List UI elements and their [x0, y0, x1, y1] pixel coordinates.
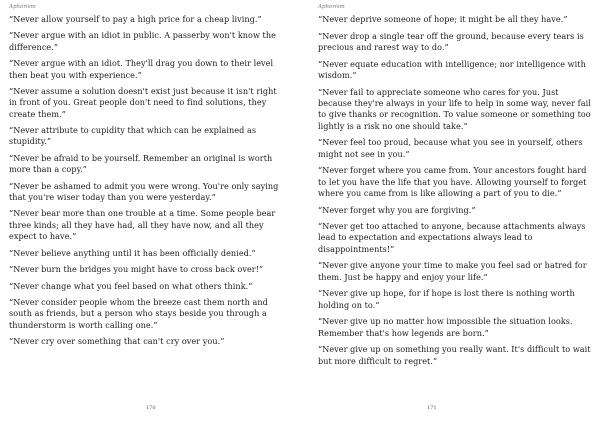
quote: “Never drop a single tear off the ground, because every tears is precious and rarest way to do.” [318, 30, 584, 52]
quote: “Never be ashamed to admit you were wrong. You're only saying that you're wiser today than you were yesterday.” [9, 180, 279, 202]
quote-list [318, 14, 594, 372]
quote: “Never burn the bridges you might have to cross back over!” [9, 264, 264, 275]
quote: “Never consider people whom the breeze cast them north and south as friends, but a person who stays beside you through a thunderstorm is worth calling one.” [9, 297, 268, 330]
quote: “Never give up no matter how impossible the situation looks. Remember that's how legends are born.” [318, 316, 573, 338]
running-head: Aphorism [9, 4, 36, 10]
quote: “Never bear more than one trouble at a time. Some people bear three kinds; all they have had, all they have now, and all they expect to have.” [9, 208, 276, 242]
page-number: 170 [146, 405, 156, 411]
quote: “Never be afraid to be yourself. Remember an original is worth more than a copy.” [9, 152, 273, 175]
quote: “Never equate education with intelligence; nor intelligence with wisdom.” [318, 58, 586, 80]
right-page [300, 0, 600, 424]
quote: “Never attribute to cupidity that which can be explained as stupidity.” [9, 125, 257, 147]
quote: “Never give up on something you really want. It's difficult to wait but more difficult to regret.” [318, 344, 591, 366]
page-number: 171 [427, 405, 437, 411]
quote: “Never give anyone your time to make you feel sad or hatred for them. Just be happy and enjoy your life.” [318, 260, 587, 282]
quote: “Never assume a solution doesn't exist just because it isn't right in front of you. Great people don't need to find solutions, they create them.” [9, 86, 277, 119]
quote-list [9, 14, 287, 353]
quote: “Never forget why you are forgiving.” [318, 204, 476, 215]
quote: “Never argue with an idiot. They'll drag you down to their level then beat you with experience.” [9, 58, 274, 80]
quote: “Never forget where you came from. Your ancestors fought hard to let you have the life that you have. Allowing yourself to forget where you came from is like allowing a part of you to die.” [318, 165, 587, 198]
quote: “Never cry over something that can't cry over you.” [9, 336, 225, 347]
quote: “Never get too attached to anyone, because attachments always lead to expectation and expectations always lead to disappointments!” [318, 221, 586, 254]
quote: “Never fail to appreciate someone who cares for you. Just because they're always in your life to help in some way, never fail to give thanks or recognition. To value someone or something too lightly is a risk no one should take.” [318, 86, 591, 131]
running-head: Aphorism [318, 4, 345, 10]
quote: “Never argue with an idiot in public. A passerby won't know the difference.” [9, 30, 276, 52]
quote: “Never give up hope, for if hope is lost there is nothing worth holding on to.” [318, 288, 575, 310]
quote: “Never change what you feel based on what others think.” [9, 280, 253, 291]
quote: “Never deprive someone of hope; it might be all they have.” [318, 14, 568, 24]
quote: “Never believe anything until it has been officially denied.” [9, 247, 256, 258]
quote: “Never feel too proud, because what you see in yourself, others might not see in you.” [318, 137, 583, 159]
quote: “Never allow yourself to pay a high price for a cheap living.” [9, 14, 262, 24]
